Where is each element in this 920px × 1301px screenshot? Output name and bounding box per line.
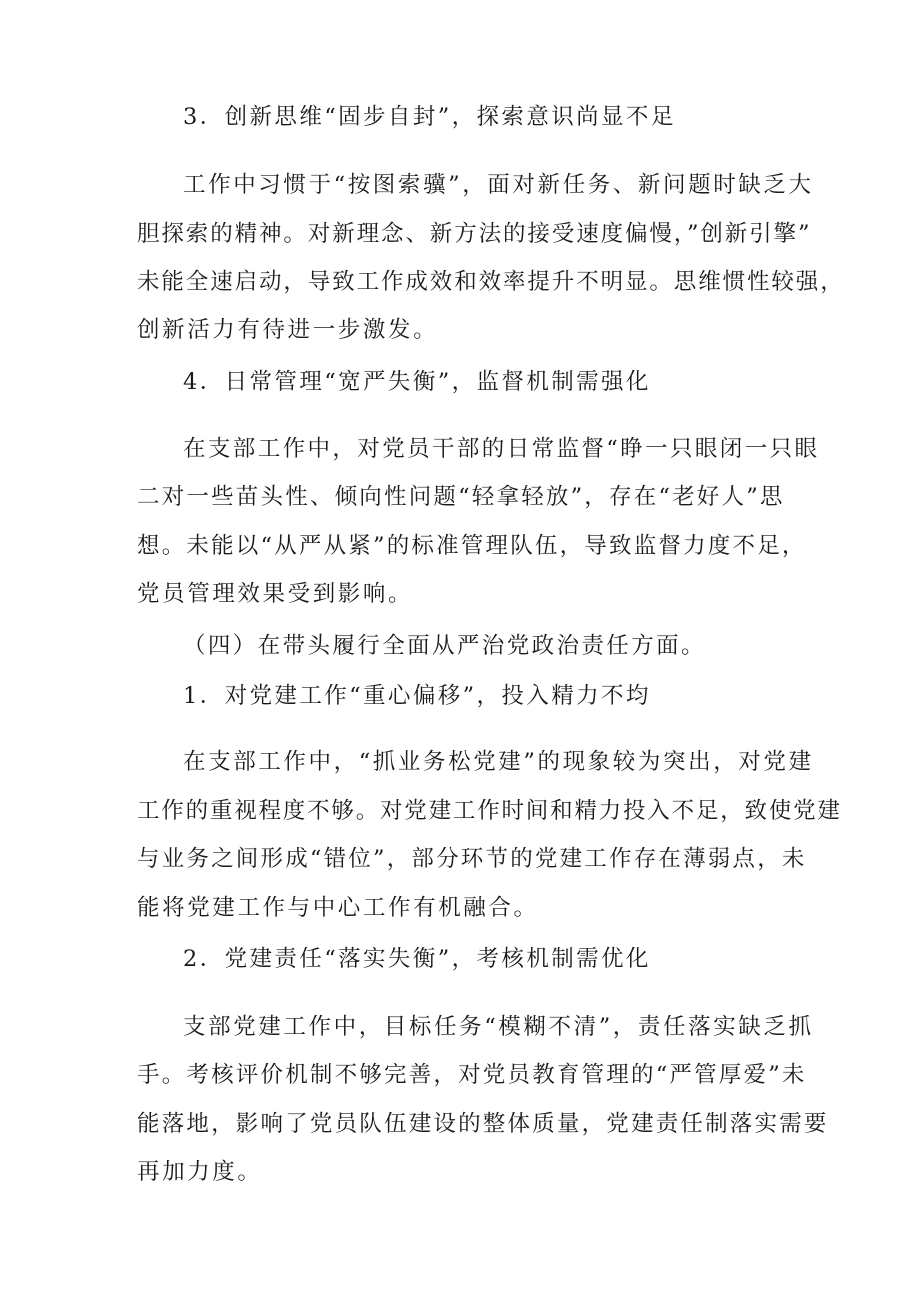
paragraph-line: 能将党建工作与中心工作有机融合。 <box>137 895 539 921</box>
paragraph-line: 能落地，影响了党员队伍建设的整体质量，党建责任制落实需要 <box>137 1111 829 1137</box>
section-heading-1: 1．对党建工作“重心偏移”，投入精力不均 <box>183 683 651 709</box>
paragraph-line: 想。未能以“从严从紧”的标准管理队伍，导致监督力度不足， <box>137 533 807 559</box>
section-heading-2: 2．党建责任“落实失衡”，考核机制需优化 <box>183 946 651 972</box>
paragraph-line: 工作的重视程度不够。对党建工作时间和精力投入不足，致使党建 <box>137 798 842 824</box>
paragraph-line: 创新活力有待进一步激发。 <box>137 317 439 343</box>
paragraph-line: 在支部工作中，“抓业务松党建”的现象较为突出，对党建 <box>183 749 814 775</box>
paragraph-line: 再加力度。 <box>137 1159 263 1185</box>
paragraph-line: 工作中习惯于“按图索骥”，面对新任务、新问题时缺乏大 <box>183 172 814 198</box>
section-heading-3: 3．创新思维“固步自封”，探索意识尚显不足 <box>183 104 676 130</box>
paragraph-line: 支部党建工作中，目标任务“模糊不清”，责任落实缺乏抓 <box>183 1014 814 1040</box>
paragraph-line: 党员管理效果受到影响。 <box>137 581 414 607</box>
paragraph-line: 在支部工作中，对党员干部的日常监督“睁一只眼闭一只眼 <box>183 436 820 462</box>
paragraph-line: 胆探索的精神。对新理念、新方法的接受速度偏慢，”创新引擎” <box>137 221 812 247</box>
paragraph-line: 手。考核评价机制不够完善，对党员教育管理的“严管厚爱”未 <box>137 1062 807 1088</box>
paragraph-line: 与业务之间形成“错位”，部分环节的党建工作存在薄弱点，未 <box>137 846 807 872</box>
section-heading-4: 4．日常管理“宽严失衡”，监督机制需强化 <box>183 369 651 395</box>
paragraph-line: 未能全速启动，导致工作成效和效率提升不明显。思维惯性较强， <box>137 269 845 295</box>
subsection-heading: （四）在带头履行全面从严治党政治责任方面。 <box>183 633 706 659</box>
paragraph-line: 二对一些苗头性、倾向性问题“轻拿轻放”，存在“老好人”思 <box>137 484 785 510</box>
